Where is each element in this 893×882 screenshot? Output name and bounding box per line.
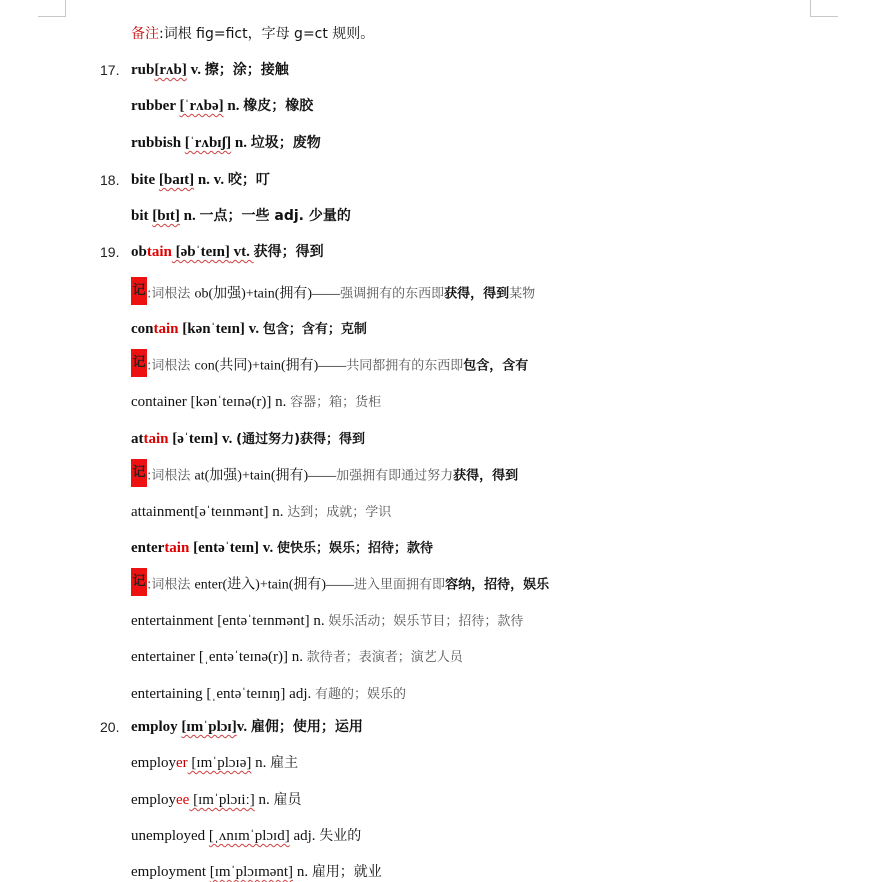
mnemonic-contain	[131, 355, 528, 377]
entry-number: 17.	[100, 62, 120, 78]
headword: ob	[131, 244, 147, 260]
suffix: er	[176, 755, 188, 771]
phonetic: [ˌʌnɪmˈplɔɪd]	[208, 828, 290, 844]
headword: employ	[131, 719, 182, 735]
memo-prefix: :词根法	[147, 468, 195, 484]
pos: n.	[231, 135, 251, 151]
entry-rub	[131, 60, 289, 80]
memo-prefix: :词根法	[147, 358, 195, 374]
definition: 有趣的；娱乐的	[315, 687, 407, 702]
headword: unemployed	[131, 828, 209, 844]
memo-formula: con(共同)+tain(拥有)——	[194, 358, 347, 374]
entry-employment	[131, 862, 382, 882]
headword: bite	[131, 172, 159, 188]
page-corner-mark-right	[810, 0, 838, 17]
headword-root: tain	[146, 244, 172, 260]
phonetic: [ɪmˈplɔɪmənt]	[209, 864, 294, 880]
memo-explain: 强调拥有的东西即	[340, 286, 445, 302]
definition: (通过努力)获得；得到	[236, 432, 366, 447]
memo-badge: 记	[131, 349, 147, 377]
memo-prefix: :词根法	[147, 577, 195, 593]
entry-bit	[131, 206, 351, 226]
pos: n. v.	[194, 172, 228, 188]
note-text: :词根 fig=fict，字母 g=ct 规则。	[159, 26, 375, 42]
headword: enter	[131, 540, 165, 556]
headword: entertaining [ˌentəˈteɪnɪŋ] adj.	[131, 686, 316, 702]
headword: con	[131, 321, 154, 337]
headword: employ	[131, 792, 176, 808]
definition: 包含；含有；克制	[262, 322, 367, 337]
definition: 雇主	[270, 755, 299, 771]
entry-attainment	[131, 502, 391, 523]
pos: v.	[259, 540, 277, 556]
phonetic: [ɪmˈplɔɪiː]	[189, 792, 255, 808]
definition: 雇用；就业	[311, 864, 382, 880]
phonetic: [əˈteɪn]	[168, 431, 219, 447]
memo-prefix: :词根法	[147, 286, 195, 302]
pos: vt.	[229, 244, 254, 260]
pos: n.	[223, 98, 244, 114]
entry-rubber	[131, 96, 313, 116]
definition: 娱乐活动；娱乐节目；招待；款待	[328, 614, 524, 629]
headword: employment	[131, 864, 210, 880]
entry-rubbish	[131, 133, 321, 153]
definition: 使快乐；娱乐；招待；款待	[276, 541, 433, 556]
memo-formula: enter(进入)+tain(拥有)——	[194, 577, 355, 593]
definition: 一点；一些 adj. 少量的	[199, 208, 351, 224]
entry-number: 20.	[100, 719, 120, 735]
phonetic: [əbˈteɪn]	[171, 244, 230, 260]
headword: entertainer [ˌentəˈteɪnə(r)] n.	[131, 649, 307, 665]
headword: attainment[əˈteɪnmənt] n.	[131, 504, 288, 520]
phonetic: [rʌb]	[154, 62, 187, 78]
definition: 获得；得到	[253, 244, 324, 260]
headword: rubbish	[131, 135, 185, 151]
entry-employee	[131, 790, 301, 810]
headword: employ	[131, 755, 176, 771]
entry-bite	[131, 170, 270, 190]
headword-root: tain	[143, 431, 169, 447]
headword: bit	[131, 208, 153, 224]
pos: v.	[218, 431, 237, 447]
entry-unemployed	[131, 826, 361, 846]
phonetic: [entəˈteɪn]	[189, 540, 260, 556]
suffix: ee	[176, 792, 190, 808]
definition: 橡皮；橡胶	[243, 98, 314, 114]
headword: rubber	[131, 98, 180, 114]
pos: v.	[244, 321, 263, 337]
headword-root: tain	[153, 321, 179, 337]
pos: n.	[293, 864, 312, 880]
note-line	[131, 24, 374, 44]
entry-number: 18.	[100, 172, 120, 188]
definition: 容器；箱；货柜	[290, 395, 382, 410]
headword: rub	[131, 62, 155, 78]
memo-formula: ob(加强)+tain(拥有)——	[194, 286, 341, 302]
mnemonic-obtain	[131, 283, 535, 305]
definition: 失业的	[319, 828, 362, 844]
entry-entertaining	[131, 684, 406, 705]
entry-employ	[131, 717, 363, 737]
entry-container	[131, 392, 381, 413]
mnemonic-attain	[131, 465, 518, 487]
phonetic: [ɪmˈplɔɪə]	[187, 755, 252, 771]
phonetic: [ˈrʌbə]	[179, 98, 224, 114]
pos: v.	[186, 62, 205, 78]
memo-meaning: 获得，得到	[453, 468, 519, 484]
entry-attain	[131, 429, 365, 450]
memo-meaning: 获得，得到	[444, 286, 510, 302]
memo-tail: 某物	[509, 286, 536, 302]
definition: 达到；成就；学识	[287, 505, 392, 520]
memo-meaning: 容纳，招待，娱乐	[445, 577, 550, 593]
phonetic: [ɪmˈplɔɪ]	[181, 719, 237, 735]
entry-entertain	[131, 538, 433, 559]
entry-obtain	[131, 242, 324, 262]
headword: at	[131, 431, 144, 447]
definition: 擦；涂；接触	[204, 62, 289, 78]
entry-number: 19.	[100, 244, 120, 260]
entry-contain	[131, 319, 367, 340]
phonetic: [baɪt]	[158, 172, 195, 188]
entry-employer	[131, 753, 298, 773]
pos: v.	[236, 719, 251, 735]
headword: entertainment [entəˈteɪnmənt] n.	[131, 613, 329, 629]
pos: n.	[251, 755, 271, 771]
phonetic: [ˈrʌbɪʃ]	[184, 135, 232, 151]
memo-formula: at(加强)+tain(拥有)——	[194, 468, 337, 484]
memo-badge: 记	[131, 277, 147, 305]
memo-badge: 记	[131, 568, 147, 596]
pos: n.	[179, 208, 200, 224]
definition: 垃圾；废物	[250, 135, 321, 151]
definition: 雇员	[273, 792, 302, 808]
memo-explain: 进入里面拥有即	[354, 577, 446, 593]
definition: 款待者；表演者；演艺人员	[306, 650, 463, 665]
memo-explain: 共同都拥有的东西即	[346, 358, 464, 374]
note-label: 备注	[131, 26, 159, 42]
definition: 雇佣；使用；运用	[250, 719, 363, 735]
page-corner-mark-left	[38, 0, 66, 17]
phonetic: [kənˈteɪn]	[178, 321, 245, 337]
definition: 咬；叮	[227, 172, 270, 188]
memo-explain: 加强拥有即通过努力	[336, 468, 454, 484]
phonetic: [bɪt]	[152, 208, 180, 224]
pos: n.	[254, 792, 274, 808]
entry-entertainment	[131, 611, 523, 632]
pos: adj.	[289, 828, 320, 844]
mnemonic-entertain	[131, 574, 549, 596]
headword-root: tain	[164, 540, 190, 556]
memo-badge: 记	[131, 459, 147, 487]
memo-meaning: 包含，含有	[463, 358, 529, 374]
headword: container [kənˈteɪnə(r)] n.	[131, 394, 291, 410]
entry-entertainer	[131, 647, 463, 668]
